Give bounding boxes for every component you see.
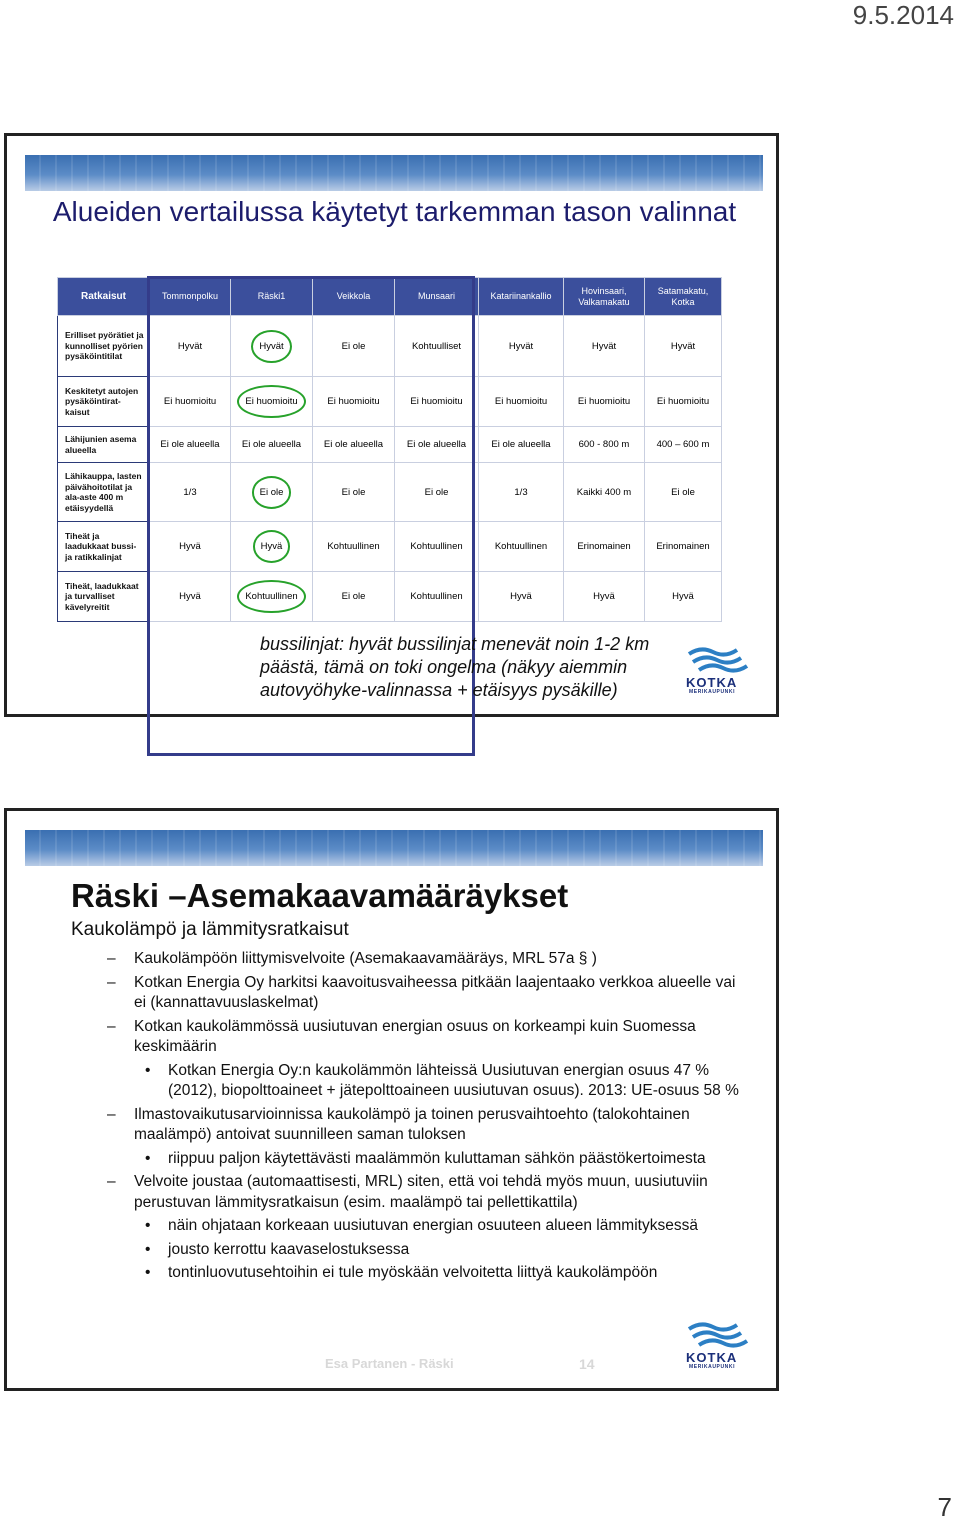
highlight-circle: Hyvä xyxy=(253,530,291,563)
table-cell: Ei huomioitu xyxy=(313,377,395,427)
document-date: 9.5.2014 xyxy=(852,0,954,30)
table-cell: Hyvät xyxy=(150,316,231,377)
table-cell: Ei huomioitu xyxy=(150,377,231,427)
table-cell-highlighted xyxy=(231,572,313,622)
list-item-text: riippuu paljon käytettävästi maalämmön kuluttaman sähkön päästökertoimesta xyxy=(168,1149,706,1167)
list-item-text: Ilmastovaikutusarvioinnissa kaukolämpö ja toinen perusvaihtoehto (talokohtainen maalämpö) antoivat suunnilleen saman tuloksen xyxy=(134,1105,690,1143)
table-cell-highlighted xyxy=(231,463,313,522)
highlight-circle: Kohtuullinen xyxy=(237,580,305,613)
table-cell: Kohtuulliset xyxy=(395,316,479,377)
slide-regulations xyxy=(4,808,779,1391)
dash-marker: – xyxy=(107,1105,116,1123)
list-item-text: Kotkan Energia Oy harkitsi kaavoitusvaiheessa pitkään laajentaako verkkoa alueelle vai ei (kannattavuuslaskelmat) xyxy=(134,973,736,1011)
list-item xyxy=(107,1017,747,1058)
logo-text: KOTKA xyxy=(686,675,738,690)
dash-marker: – xyxy=(107,950,116,967)
table-cell: Hyvä xyxy=(645,572,722,622)
row-label: Keskitetyt autojen pysäköintirat-kaisut xyxy=(58,377,150,427)
bullet-list xyxy=(107,949,747,1287)
sub-list-item xyxy=(107,1263,747,1284)
kotka-wave-icon xyxy=(683,644,753,676)
list-item-text: näin ohjataan korkeaan uusiutuvan energian osuuteen alueen lämmityksessä xyxy=(168,1217,698,1234)
row-label: Tiheät, laadukkaat ja turvalliset kävelyreitit xyxy=(58,572,150,622)
table-corner: Ratkaisut xyxy=(58,278,150,316)
title-band xyxy=(25,830,763,866)
column-header: Räski1 xyxy=(231,278,313,316)
table-cell: Kohtuullinen xyxy=(479,522,564,572)
table-cell: Ei huomioitu xyxy=(395,377,479,427)
list-item xyxy=(107,973,747,1014)
table-cell: Ei ole xyxy=(313,316,395,377)
column-header: Katariinankallio xyxy=(479,278,564,316)
column-header: Satamakatu, Kotka xyxy=(645,278,722,316)
bullet-marker: • xyxy=(145,1264,151,1281)
slide-number: 14 xyxy=(579,1356,595,1372)
logo-subtext: MERIKAUPUNKI xyxy=(689,689,736,695)
sub-list-item xyxy=(107,1149,747,1170)
column-header: Tommonpolku xyxy=(150,278,231,316)
list-item-text: tontinluovutusehtoihin ei tule myöskään velvoitetta liittyä kaukolämpöön xyxy=(168,1264,658,1281)
highlight-circle: Ei ole xyxy=(252,476,292,509)
table-row xyxy=(58,522,722,572)
table-cell: Ei huomioitu xyxy=(645,377,722,427)
table-cell: Hyvät xyxy=(479,316,564,377)
list-item-text: Kotkan kaukolämmössä uusiutuvan energian osuus on korkeampi kuin Suomessa keskimäärin xyxy=(134,1017,696,1055)
list-item xyxy=(107,949,747,970)
table-row xyxy=(58,463,722,522)
table-cell: 1/3 xyxy=(150,463,231,522)
table-cell: Ei huomioitu xyxy=(564,377,645,427)
row-label: Erilliset pyörätiet ja kunnolliset pyörien pysäköintitilat xyxy=(58,316,150,377)
table-cell: Kaikki 400 m xyxy=(564,463,645,522)
table-cell: Hyvä xyxy=(479,572,564,622)
bullet-marker: • xyxy=(145,1149,151,1167)
table-cell: Ei ole alueella xyxy=(313,427,395,463)
row-label: Lähijunien asema alueella xyxy=(58,427,150,463)
sub-list-item xyxy=(107,1216,747,1237)
table-row xyxy=(58,572,722,622)
bullet-marker: • xyxy=(145,1240,151,1258)
dash-marker: – xyxy=(107,1173,116,1190)
table-cell: 600 - 800 m xyxy=(564,427,645,463)
row-label: Tiheät ja laadukkaat bussi- ja ratikkalinjat xyxy=(58,522,150,572)
table-row xyxy=(58,316,722,377)
list-item xyxy=(107,1172,747,1213)
table-cell: Ei ole xyxy=(395,463,479,522)
table-cell: Erinomainen xyxy=(645,522,722,572)
note-line: päästä, tämä on toki ongelma (näkyy aiemmin xyxy=(260,657,628,677)
kotka-logo xyxy=(683,1319,755,1371)
slide-title: Alueiden vertailussa käytetyt tarkemman tason valinnat xyxy=(52,196,737,227)
highlight-circle: Ei huomioitu xyxy=(237,385,305,418)
table-cell: Hyvä xyxy=(564,572,645,622)
list-item xyxy=(107,1105,747,1146)
table-cell: Ei huomioitu xyxy=(479,377,564,427)
table-row xyxy=(58,377,722,427)
table-cell: 1/3 xyxy=(479,463,564,522)
table-cell: Ei ole alueella xyxy=(395,427,479,463)
table-row xyxy=(58,427,722,463)
slide-subtitle: Kaukolämpö ja lämmitysratkaisut xyxy=(71,919,349,940)
sub-list-item xyxy=(107,1061,747,1102)
title-band xyxy=(25,155,763,191)
list-item-text: jousto kerrottu kaavaselostuksessa xyxy=(168,1240,410,1258)
list-item-text: Velvoite joustaa (automaattisesti, MRL) siten, että voi tehdä myös muun, uusiutuviin perustuvan lämmitysratkaisun (esim. maalämpö tai pellettikattila) xyxy=(134,1173,708,1211)
slide-title: Räski –Asemakaavamääräykset xyxy=(71,877,569,914)
table-cell-highlighted xyxy=(231,377,313,427)
table-cell: Ei ole alueella xyxy=(150,427,231,463)
bullet-marker: • xyxy=(145,1217,151,1234)
dash-marker: – xyxy=(107,1017,116,1035)
kotka-logo xyxy=(683,644,755,696)
page-number: 7 xyxy=(937,1492,952,1522)
table-cell: Ei ole alueella xyxy=(479,427,564,463)
table-cell: Hyvä xyxy=(150,572,231,622)
note-line: autovyöhyke-valinnassa + etäisyys pysäkille) xyxy=(260,680,618,700)
table-cell: Ei ole xyxy=(313,572,395,622)
highlight-circle: Hyvät xyxy=(251,330,291,363)
column-header: Hovinsaari, Valkamakatu xyxy=(564,278,645,316)
table-cell-highlighted xyxy=(231,316,313,377)
table-cell: Hyvät xyxy=(645,316,722,377)
column-header: Veikkola xyxy=(313,278,395,316)
slide-footer: Esa Partanen - Räski xyxy=(325,1356,454,1371)
table-cell: 400 – 600 m xyxy=(645,427,722,463)
note-text xyxy=(260,633,649,702)
logo-text: KOTKA xyxy=(686,1350,738,1365)
dash-marker: – xyxy=(107,973,116,991)
table-cell: Kohtuullinen xyxy=(395,572,479,622)
logo-subtext: MERIKAUPUNKI xyxy=(689,1364,736,1370)
list-item-text: Kotkan Energia Oy:n kaukolämmön lähteissä Uusiutuvan energian osuus 47 % (2012), biopolttoaineet + jätepolttoaineen uusiutuvan osuus). 2013: UE-osuus 58 % xyxy=(168,1061,739,1099)
table-cell-highlighted xyxy=(231,522,313,572)
table-cell: Kohtuullinen xyxy=(395,522,479,572)
table-cell: Erinomainen xyxy=(564,522,645,572)
comparison-table xyxy=(57,277,722,622)
table-header-row xyxy=(58,278,722,316)
slide-comparison xyxy=(4,133,779,717)
table-cell: Hyvät xyxy=(564,316,645,377)
table-cell: Ei ole xyxy=(645,463,722,522)
list-item-text: Kaukolämpöön liittymisvelvoite (Asemakaavamääräys, MRL 57a § ) xyxy=(134,950,597,967)
table-cell: Ei ole alueella xyxy=(231,427,313,463)
note-line: bussilinjat: hyvät bussilinjat menevät noin 1-2 km xyxy=(260,634,650,654)
sub-list-item xyxy=(107,1240,747,1261)
kotka-wave-icon xyxy=(683,1319,753,1351)
table-cell: Ei ole xyxy=(313,463,395,522)
bullet-marker: • xyxy=(145,1061,151,1079)
row-label: Lähikauppa, lasten päivähoitotilat ja ala-aste 400 m etäisyydellä xyxy=(58,463,150,522)
table-cell: Hyvä xyxy=(150,522,231,572)
table-cell: Kohtuullinen xyxy=(313,522,395,572)
column-header: Munsaari xyxy=(395,278,479,316)
